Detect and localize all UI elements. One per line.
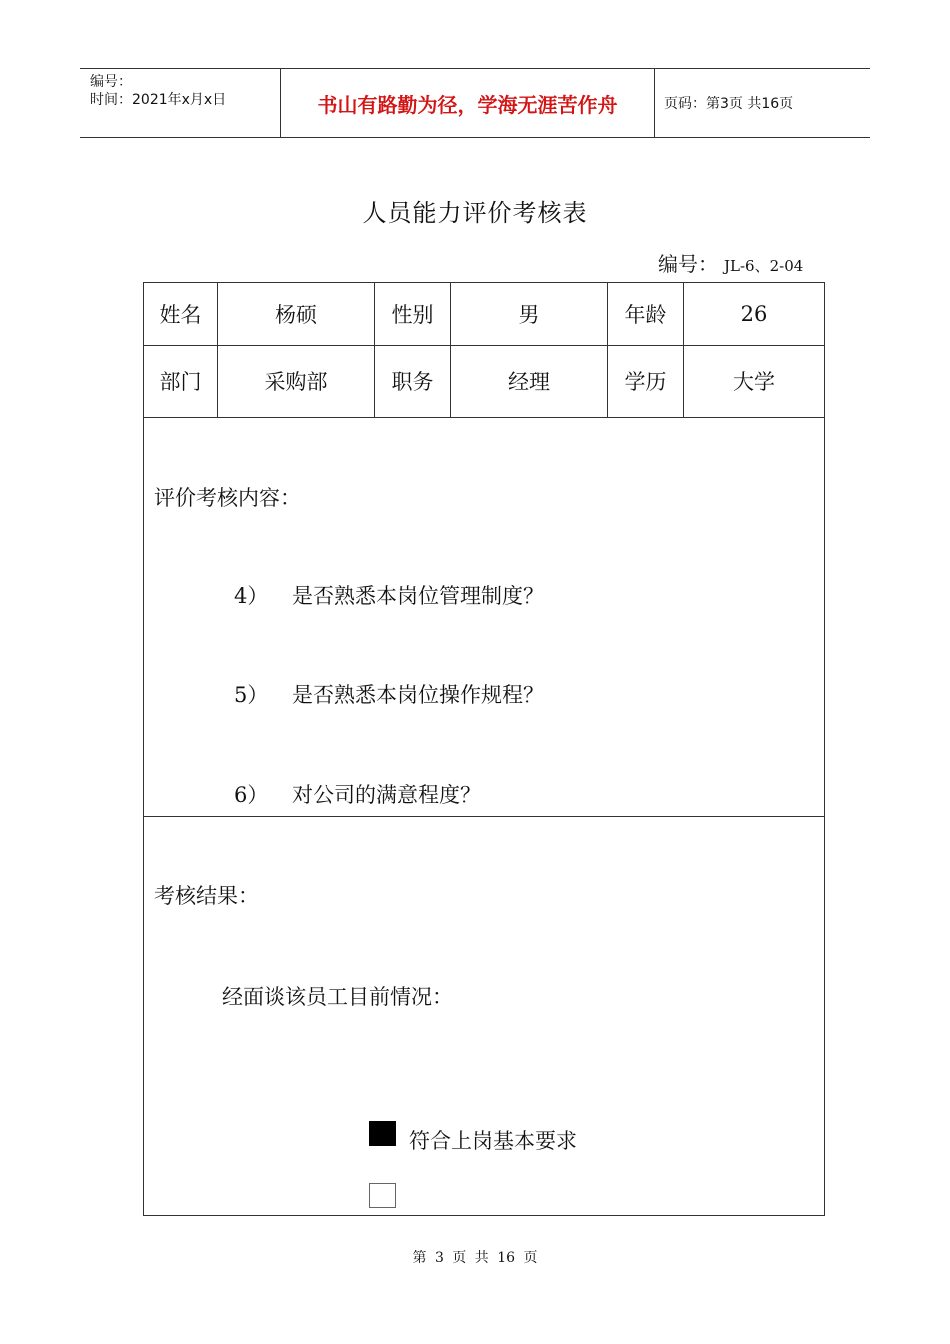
question-item bbox=[234, 679, 544, 709]
document-code bbox=[658, 248, 803, 277]
question-text: 对公司的满意程度？ bbox=[292, 783, 481, 807]
age-label: 年龄 bbox=[608, 283, 684, 345]
education-value: 大学 bbox=[733, 370, 775, 394]
gender-value: 男 bbox=[451, 283, 608, 345]
department-value: 采购部 bbox=[218, 345, 375, 417]
header-page-info: 页码：第3页 共16页 bbox=[664, 96, 794, 112]
result-subtitle: 经面谈该员工目前情况： bbox=[222, 985, 453, 1009]
result-section bbox=[144, 816, 824, 1215]
result-option[interactable] bbox=[369, 1183, 409, 1208]
name-label: 姓名 bbox=[144, 283, 218, 345]
question-text: 是否熟悉本岗位操作规程？ bbox=[292, 683, 544, 707]
question-item bbox=[234, 779, 481, 809]
question-number: 6） bbox=[234, 783, 269, 807]
document-code-label: 编号： bbox=[658, 252, 718, 276]
gender-label: 性别 bbox=[375, 283, 451, 345]
info-row-2 bbox=[144, 345, 824, 418]
evaluation-content-title: 评价考核内容： bbox=[154, 486, 301, 510]
checked-box-icon[interactable] bbox=[369, 1121, 396, 1146]
page-footer: 第 3 页 共 16 页 bbox=[412, 1250, 538, 1266]
document-title: 人员能力评价考核表 bbox=[362, 199, 588, 227]
unchecked-box-icon[interactable] bbox=[369, 1183, 396, 1208]
age-value: 26 bbox=[740, 302, 768, 326]
department-label: 部门 bbox=[144, 345, 218, 417]
name-value: 杨硕 bbox=[218, 283, 375, 345]
evaluation-form bbox=[143, 282, 825, 1216]
header-code-label: 编号： bbox=[90, 74, 132, 90]
question-text: 是否熟悉本岗位管理制度？ bbox=[292, 584, 544, 608]
question-number: 4） bbox=[234, 584, 269, 608]
page-header bbox=[80, 68, 870, 138]
header-meta bbox=[80, 69, 280, 137]
info-row-1 bbox=[144, 283, 824, 346]
position-label: 职务 bbox=[375, 345, 451, 417]
result-option[interactable] bbox=[369, 1118, 577, 1153]
result-option-label: 符合上岗基本要求 bbox=[409, 1129, 577, 1153]
document-code-value: JL-6、2-04 bbox=[724, 257, 804, 275]
position-value: 经理 bbox=[451, 345, 608, 417]
education-label: 学历 bbox=[608, 345, 684, 417]
question-number: 5） bbox=[234, 683, 269, 707]
evaluation-content-section bbox=[144, 417, 824, 817]
question-item bbox=[234, 580, 544, 610]
result-title: 考核结果： bbox=[154, 884, 259, 908]
header-time: 时间：2021年x月x日 bbox=[90, 92, 227, 108]
header-motto: 书山有路勤为径，学海无涯苦作舟 bbox=[280, 69, 655, 137]
